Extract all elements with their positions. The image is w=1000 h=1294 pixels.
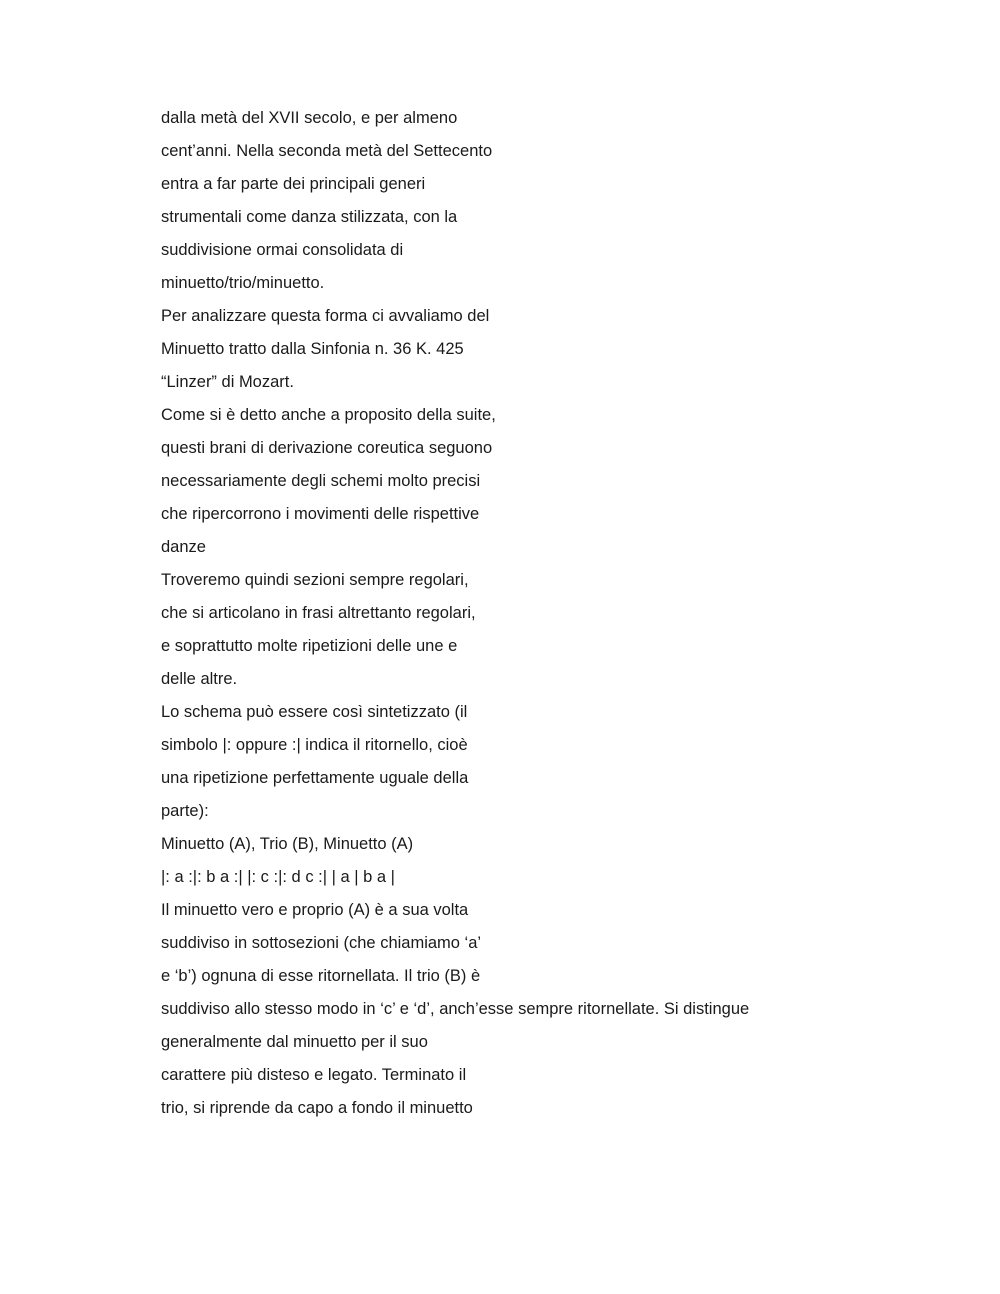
text-line: danze (161, 538, 206, 556)
text-line: cent’anni. Nella seconda metà del Settecento (161, 142, 493, 160)
text-line: parte): (161, 802, 209, 820)
text-line: entra a far parte dei principali generi (161, 175, 426, 193)
text-line: Il minuetto vero e proprio (A) è a sua volta (161, 901, 469, 919)
text-line: Minuetto (A), Trio (B), Minuetto (A) (161, 835, 414, 853)
text-line: Minuetto tratto dalla Sinfonia n. 36 K. 425 (161, 340, 464, 358)
text-line: dalla metà del XVII secolo, e per almeno (161, 109, 458, 127)
text-line: suddiviso allo stesso modo in ‘c’ e ‘d’, anch’esse sempre ritornellate. Si distingue (161, 1000, 750, 1018)
text-line: Come si è detto anche a proposito della suite, (161, 406, 496, 424)
text-line: e ‘b’) ognuna di esse ritornellata. Il trio (B) è (161, 967, 481, 985)
text-line: e soprattutto molte ripetizioni delle une e (161, 637, 458, 655)
text-line: necessariamente degli schemi molto precisi (161, 472, 481, 490)
text-line: strumentali come danza stilizzata, con la (161, 208, 458, 226)
text-line: minuetto/trio/minuetto. (161, 274, 325, 292)
body-text (161, 102, 941, 1125)
text-line: “Linzer” di Mozart. (161, 373, 294, 391)
text-line: che ripercorrono i movimenti delle rispettive (161, 505, 480, 523)
text-line: Troveremo quindi sezioni sempre regolari, (161, 571, 469, 589)
text-line: suddiviso in sottosezioni (che chiamiamo ‘a’ (161, 934, 482, 952)
text-line: questi brani di derivazione coreutica seguono (161, 439, 493, 457)
repeat-scheme: |: a :|: b a :| |: c :|: d c :| | a | b a | (161, 868, 395, 886)
text-line: Per analizzare questa forma ci avvaliamo del (161, 307, 490, 325)
text-line: Lo schema può essere così sintetizzato (il (161, 703, 468, 721)
text-line: generalmente dal minuetto per il suo (161, 1033, 428, 1051)
text-line: suddivisione ormai consolidata di (161, 241, 404, 259)
text-line: simbolo |: oppure :| indica il ritornello, cioè (161, 736, 468, 754)
text-line: delle altre. (161, 670, 238, 688)
text-line: che si articolano in frasi altrettanto regolari, (161, 604, 476, 622)
text-line: carattere più disteso e legato. Terminato il (161, 1066, 467, 1084)
text-line: trio, si riprende da capo a fondo il minuetto (161, 1099, 473, 1117)
text-line: una ripetizione perfettamente uguale della (161, 769, 469, 787)
